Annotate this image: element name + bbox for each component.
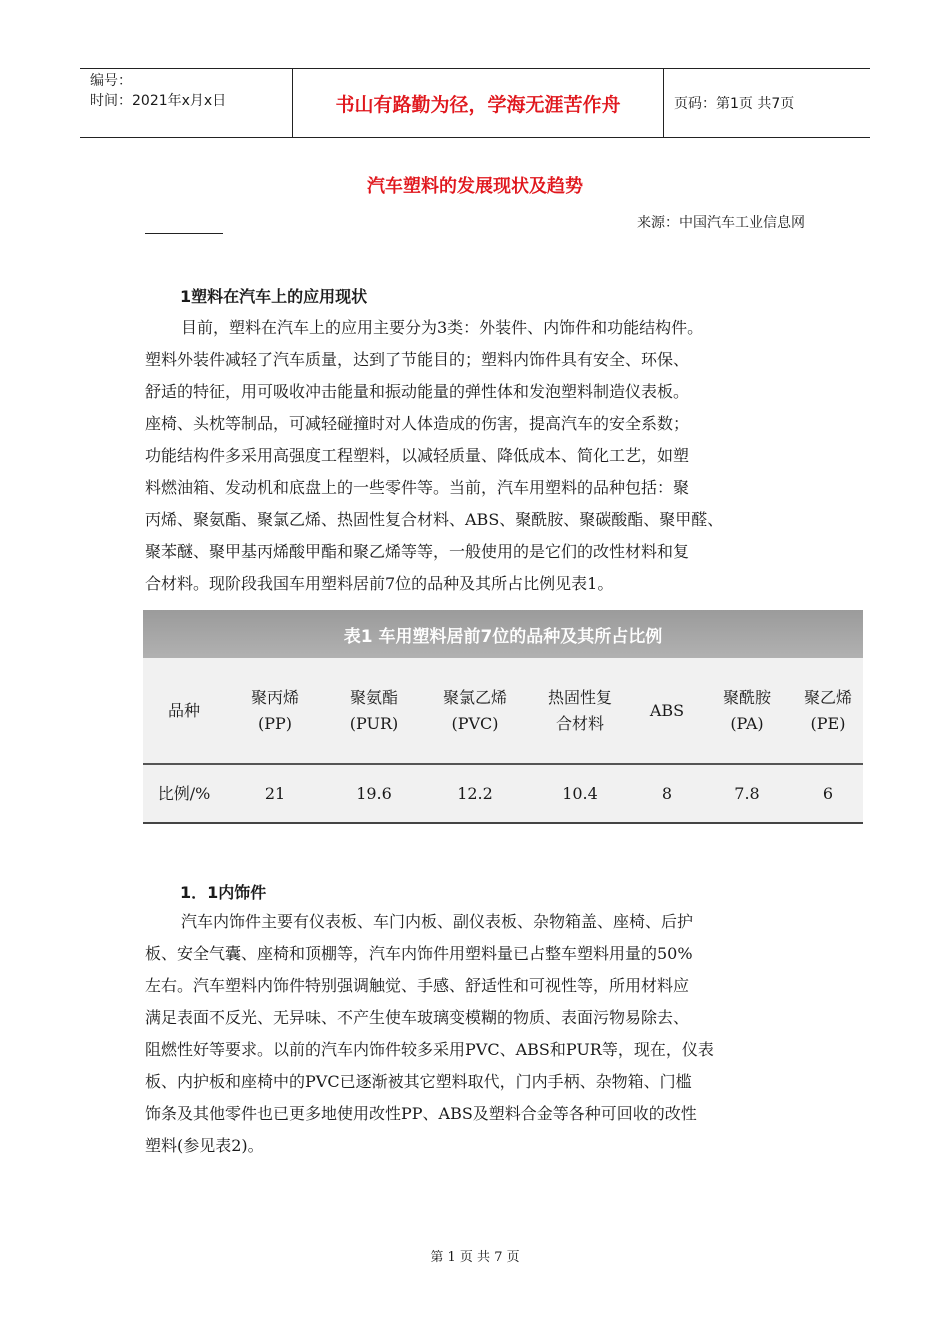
paragraph-line: 板、内护板和座椅中的PVC已逐渐被其它塑料取代，门内手柄、杂物箱、门槛 <box>145 1072 692 1091</box>
paragraph-line: 满足表面不反光、无异味、不产生使车玻璃变模糊的物质、表面污物易除去、 <box>145 1008 690 1027</box>
paragraph-line: 饰条及其他零件也已更多地使用改性PP、ABS及塑料合金等各种可回收的改性 <box>145 1104 697 1123</box>
section-heading: 1塑料在汽车上的应用现状 <box>180 287 368 306</box>
table-header-cell: 聚酰胺 (PA) <box>722 687 771 733</box>
table-header-label: 品种 <box>167 700 200 720</box>
number-label: 编号： <box>90 73 132 89</box>
paragraph-line: 舒适的特征，用可吸收冲击能量和振动能量的弹性体和发泡塑料制造仪表板。 <box>145 382 690 401</box>
table-row-label: 比例/% <box>157 783 211 803</box>
table-cell: 21 <box>264 783 286 803</box>
paragraph-line: 料燃油箱、发动机和底盘上的一些零件等。当前，汽车用塑料的品种包括：聚 <box>145 478 690 497</box>
paragraph-line: 汽车内饰件主要有仪表板、车门内板、副仪表板、杂物箱盖、座椅、后护 <box>181 912 694 931</box>
section-heading: 1．1内饰件 <box>180 883 267 902</box>
paragraph-line: 板、安全气囊、座椅和顶棚等，汽车内饰件用塑料量已占整车塑料用量的50% <box>145 944 693 963</box>
paragraph-line: 功能结构件多采用高强度工程塑料，以减轻质量、降低成本、简化工艺，如塑 <box>145 446 690 465</box>
article-title: 汽车塑料的发展现状及趋势 <box>367 176 583 197</box>
table-row <box>143 765 863 822</box>
header-meta <box>80 69 293 137</box>
motto: 书山有路勤为径，学海无涯苦作舟 <box>293 69 664 137</box>
table-header-cell: 聚丙烯 (PP) <box>250 687 299 733</box>
table-cell: 19.6 <box>356 783 392 803</box>
paragraph-line: 塑料(参见表2)。 <box>145 1136 264 1155</box>
paragraph-line: 塑料外装件减轻了汽车质量，达到了节能目的；塑料内饰件具有安全、环保、 <box>145 350 690 369</box>
table-header-cell: 聚氯乙烯 (PVC) <box>442 687 507 733</box>
table-cell: 7.8 <box>734 783 760 803</box>
paragraph-line: 左右。汽车塑料内饰件特别强调触觉、手感、舒适性和可视性等，所用材料应 <box>145 976 690 995</box>
table-header-cell: ABS <box>649 700 685 720</box>
table-cell: 8 <box>661 783 673 803</box>
section-body <box>145 312 825 600</box>
table-header-cell: 热固性复 合材料 <box>547 687 612 733</box>
table-header-row <box>143 658 863 765</box>
table-title: 表1 车用塑料居前7位的品种及其所占比例 <box>143 610 863 658</box>
paragraph-line: 目前，塑料在汽车上的应用主要分为3类：外装件、内饰件和功能结构件。 <box>181 318 704 337</box>
paragraph-line: 合材料。现阶段我国车用塑料居前7位的品种及其所占比例见表1。 <box>145 574 614 593</box>
paragraph-line: 座椅、头枕等制品，可减轻碰撞时对人体造成的伤害，提高汽车的安全系数； <box>145 414 690 433</box>
table-1 <box>143 610 863 824</box>
table-header-cell: 聚乙烯 (PE) <box>803 687 852 733</box>
table-cell: 6 <box>822 783 834 803</box>
paragraph-line: 丙烯、聚氨酯、聚氯乙烯、热固性复合材料、ABS、聚酰胺、聚碳酸酯、聚甲醛、 <box>145 510 724 529</box>
section-body <box>145 906 825 1162</box>
table-cell: 10.4 <box>562 783 598 803</box>
header-table <box>80 68 870 138</box>
article-source: 来源：中国汽车工业信息网 <box>637 215 805 231</box>
page-label: 页码：第1页 共7页 <box>674 96 795 112</box>
table-cell: 12.2 <box>457 783 493 803</box>
divider <box>145 233 223 234</box>
table-header-cell: 聚氨酯 (PUR) <box>349 687 399 733</box>
paragraph-line: 阻燃性好等要求。以前的汽车内饰件较多采用PVC、ABS和PUR等，现在，仪表 <box>145 1040 714 1059</box>
paragraph-line: 聚苯醚、聚甲基丙烯酸甲酯和聚乙烯等等，一般使用的是它们的改性材料和复 <box>145 542 690 561</box>
page-footer: 第 1 页 共 7 页 <box>430 1250 520 1265</box>
time-label: 时间：2021年x月x日 <box>90 93 227 109</box>
